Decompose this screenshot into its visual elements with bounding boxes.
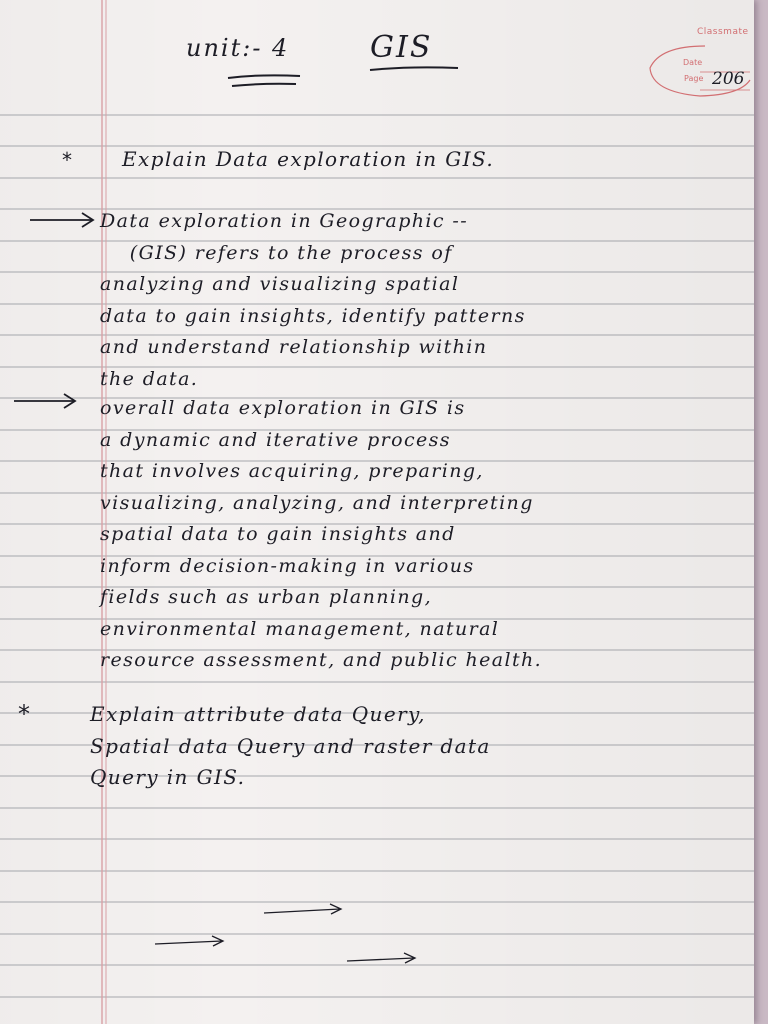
subject-title: GIS — [370, 30, 433, 65]
question-2-marker: * — [18, 700, 30, 728]
brand-label: Classmate — [697, 27, 749, 37]
question-1-text: Explain Data exploration in GIS. — [122, 147, 495, 171]
arrow-icon — [30, 213, 93, 227]
answer-2-text: overall data exploration in GIS is a dynamic and iterative process that involves acquiring, preparing, visualizing, analyzing, and interpreting spatial data to gain insights and inform decision-making in various fields such as urban planning, environmental management, natural resource assessment, and public health. — [100, 397, 543, 671]
question-1-marker: * — [62, 148, 72, 172]
arrow-icon — [14, 394, 75, 408]
date-label: Date — [683, 58, 703, 67]
doodle-arrow-icon — [347, 953, 415, 963]
question-2-text: Explain attribute data Query, Spatial data Query and raster data Query in GIS. — [90, 702, 491, 789]
unit-title: unit:- 4 — [186, 34, 290, 62]
doodle-arrow-icon — [155, 936, 223, 946]
answer-1-text: Data exploration in Geographic -- (GIS) refers to the process of analyzing and visualizing spatial data to gain insights, identify patterns and understand relationship within the data. — [100, 210, 526, 390]
page-number: 206 — [712, 69, 745, 89]
page-label: Page — [684, 74, 704, 83]
doodle-arrow-icon — [264, 904, 341, 914]
